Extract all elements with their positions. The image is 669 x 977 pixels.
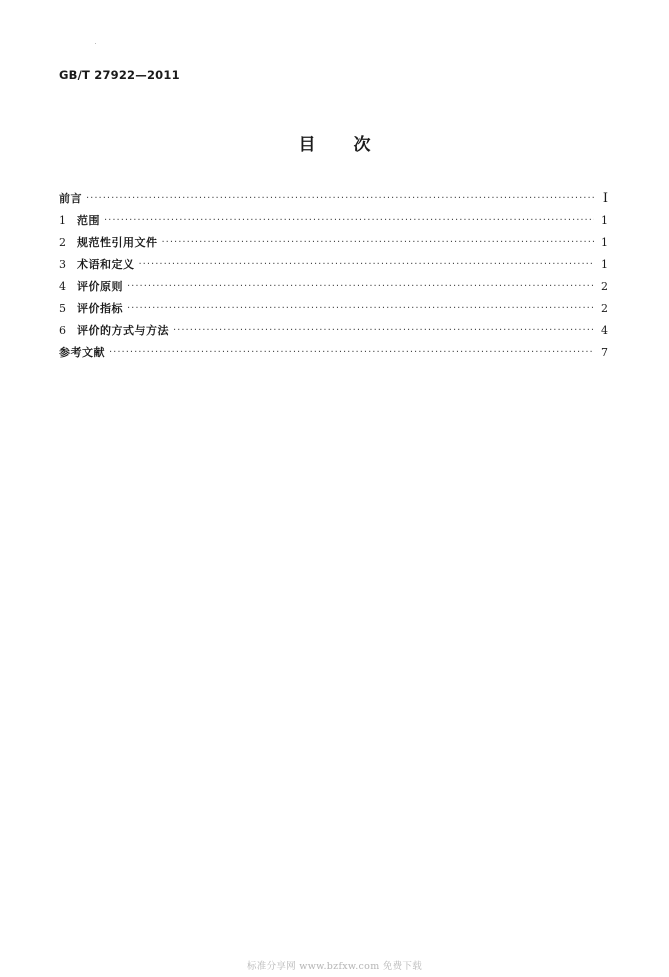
scan-speck xyxy=(95,43,96,44)
toc-entry-number: 4 xyxy=(59,280,66,293)
toc-entry-page: 1 xyxy=(601,258,608,271)
toc-entry-evaluation-indicators[interactable] xyxy=(59,300,608,322)
toc-entry-page: 7 xyxy=(601,346,608,359)
toc-entry-page: 2 xyxy=(601,302,608,315)
toc-entry-label: 评价原则 xyxy=(77,280,123,293)
toc-entry-number: 6 xyxy=(59,324,66,337)
toc-leader-dots xyxy=(104,215,594,226)
toc-entry-evaluation-methods[interactable] xyxy=(59,322,608,344)
toc-entry-label: 术语和定义 xyxy=(77,258,135,271)
toc-entry-foreword[interactable] xyxy=(59,190,608,212)
toc-entry-number: 3 xyxy=(59,258,66,271)
toc-leader-dots xyxy=(127,303,594,314)
toc-entry-label: 参考文献 xyxy=(59,346,105,359)
toc-entry-page: 2 xyxy=(601,280,608,293)
toc-entry-label: 评价指标 xyxy=(77,302,123,315)
toc-entry-normative-references[interactable] xyxy=(59,234,608,256)
toc-leader-dots xyxy=(162,237,595,248)
toc-entry-page: 1 xyxy=(601,214,608,227)
toc-entry-label: 范围 xyxy=(77,214,100,227)
toc-leader-dots xyxy=(173,325,594,336)
toc-leader-dots xyxy=(139,259,595,270)
page-title: 目次 xyxy=(298,135,409,155)
toc-leader-dots xyxy=(109,347,594,358)
toc-entry-scope[interactable] xyxy=(59,212,608,234)
standard-code: GB/T 27922—2011 xyxy=(59,68,180,82)
toc-entry-page: Ⅰ xyxy=(602,191,608,206)
footer-watermark: 标准分享网 www.bzfxw.com 免费下载 xyxy=(246,961,423,972)
toc-entry-page: 1 xyxy=(601,236,608,249)
toc-entry-label: 评价的方式与方法 xyxy=(77,324,169,337)
table-of-contents xyxy=(59,190,608,366)
toc-entry-number: 5 xyxy=(59,302,66,315)
toc-leader-dots xyxy=(127,281,594,292)
toc-entry-terms-definitions[interactable] xyxy=(59,256,608,278)
toc-leader-dots xyxy=(86,193,594,204)
toc-entry-number: 2 xyxy=(59,236,66,249)
toc-entry-page: 4 xyxy=(601,324,608,337)
toc-entry-evaluation-principles[interactable] xyxy=(59,278,608,300)
toc-entry-bibliography[interactable] xyxy=(59,344,608,366)
toc-entry-label: 规范性引用文件 xyxy=(77,236,158,249)
toc-entry-number: 1 xyxy=(59,214,66,227)
toc-entry-label: 前言 xyxy=(59,192,82,205)
